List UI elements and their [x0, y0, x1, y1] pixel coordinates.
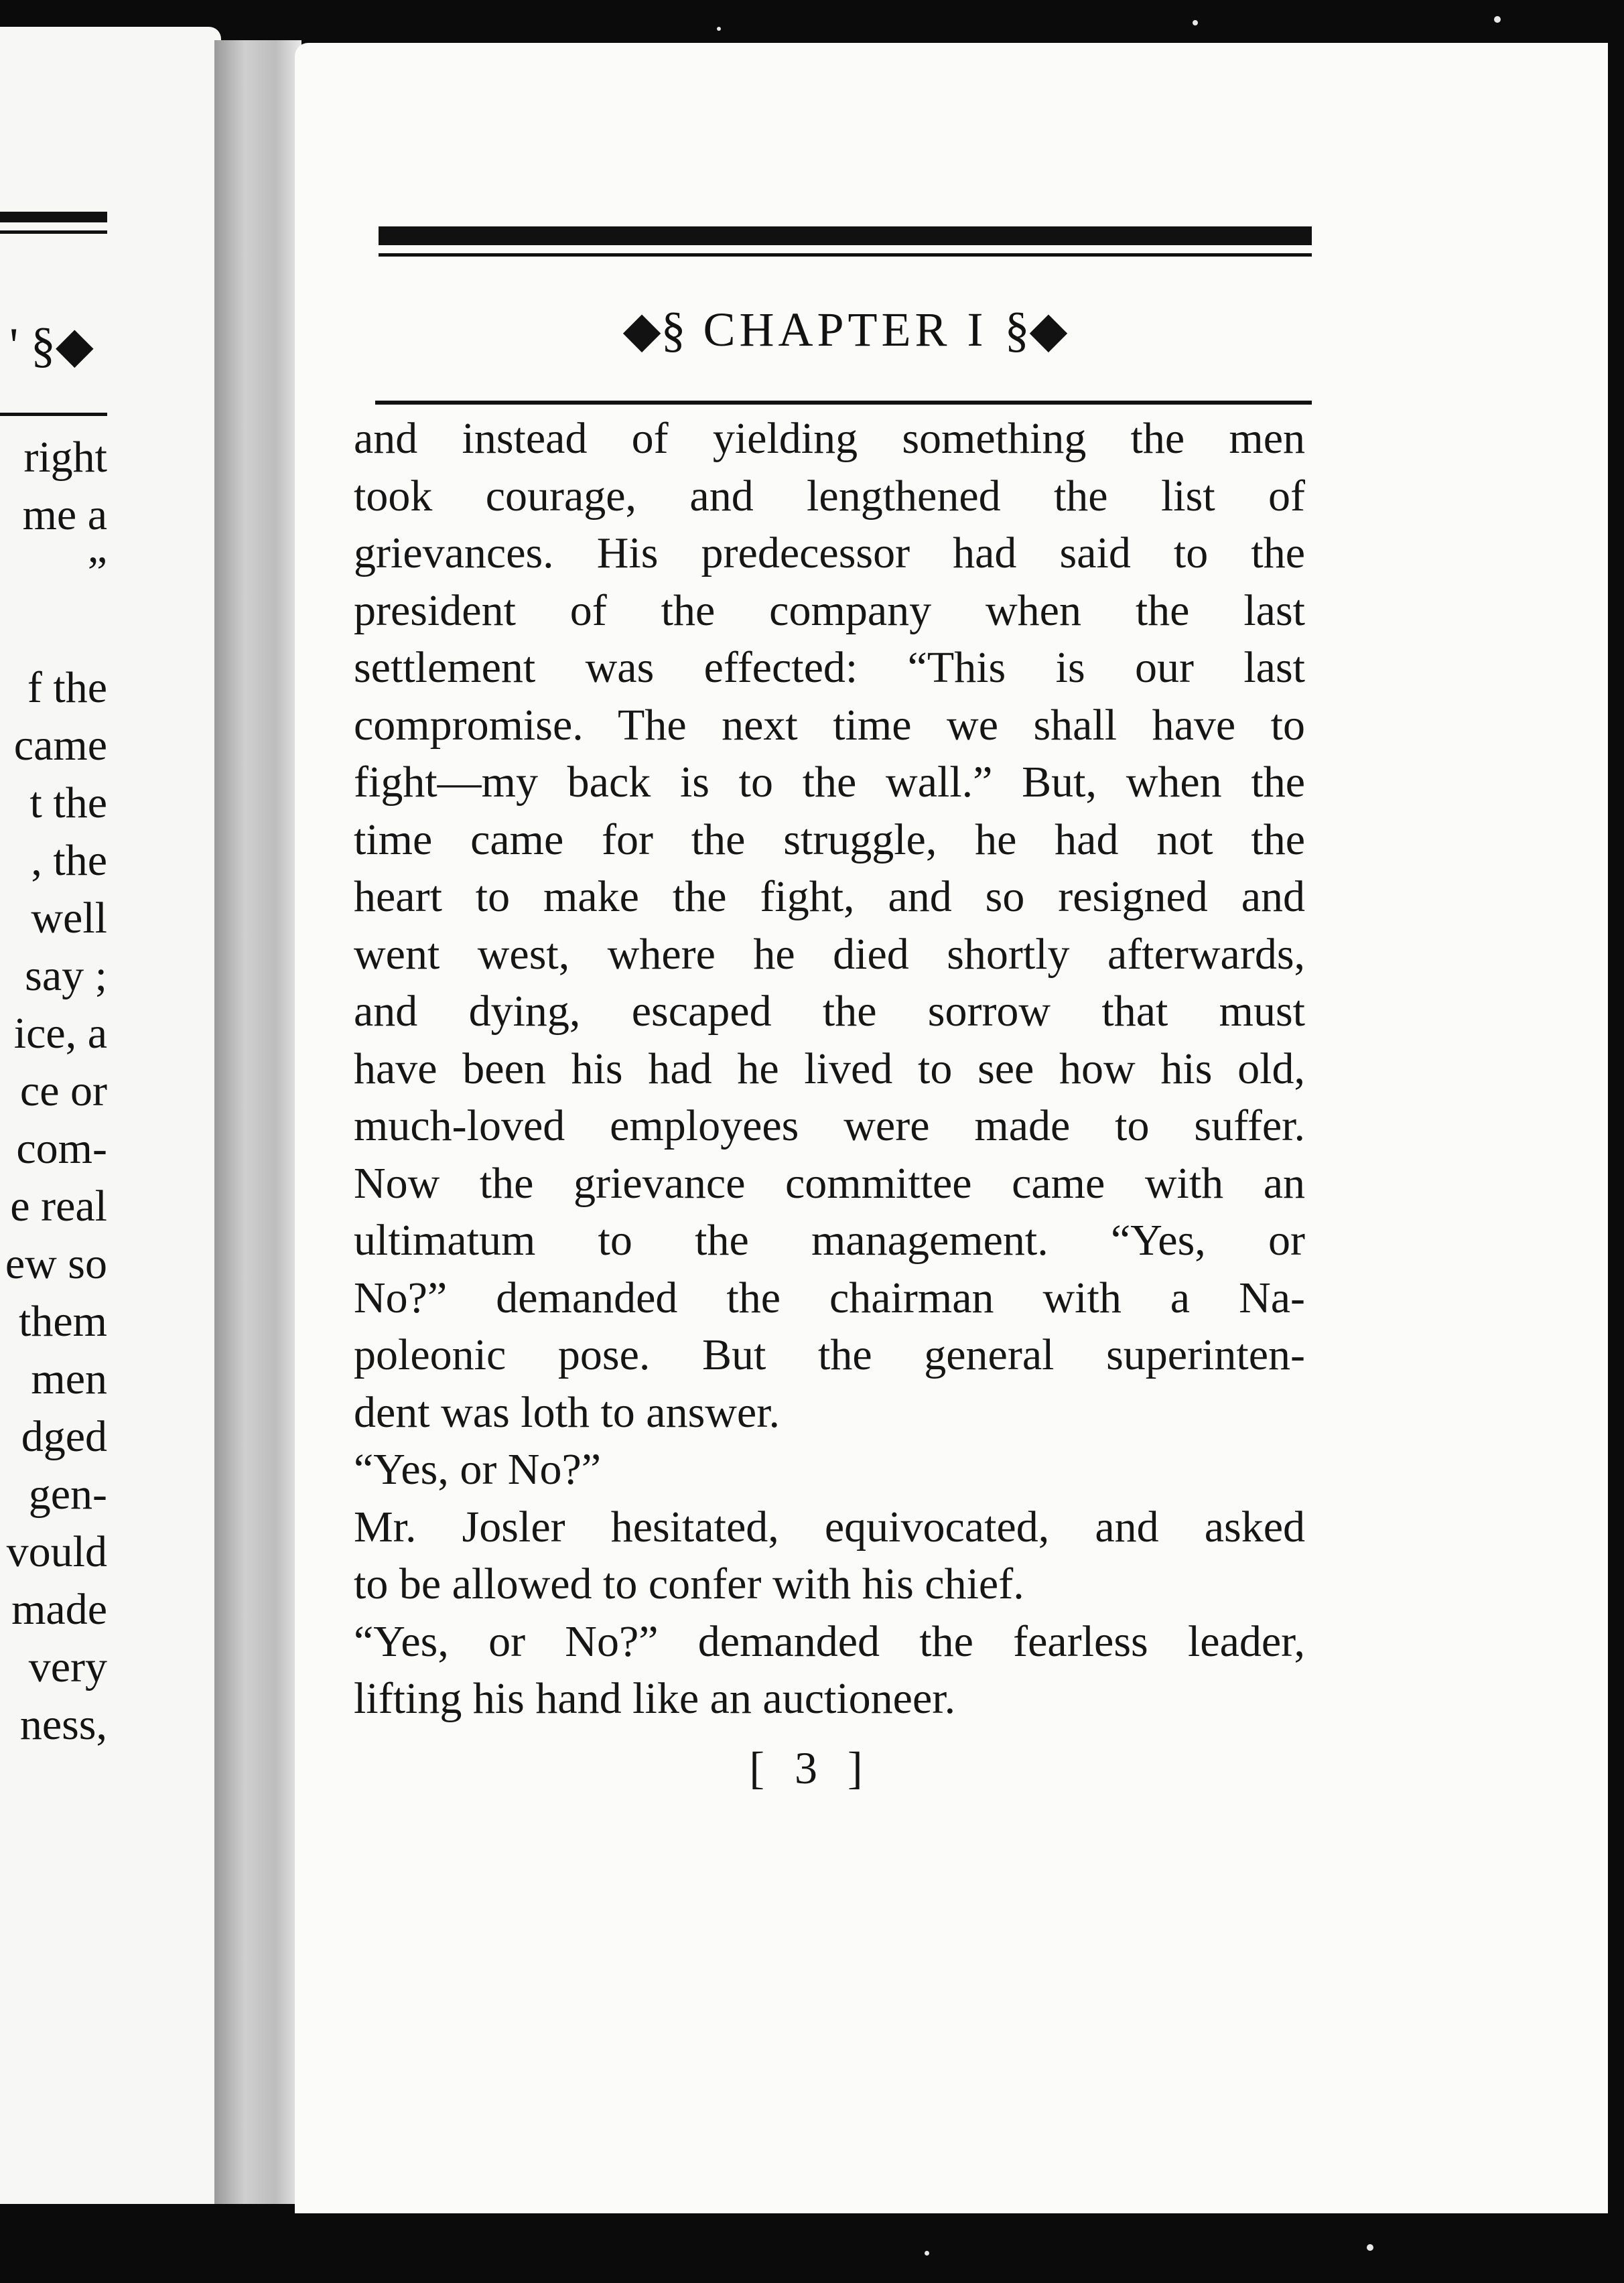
body-line: “Yes, or No?”	[354, 1445, 602, 1494]
left-page-line: them	[19, 1297, 107, 1346]
left-page-line: , the	[31, 836, 107, 885]
body-line: lifting his hand like an auctioneer.	[354, 1674, 956, 1723]
left-page-line: me a	[22, 490, 107, 539]
body-line: dent was loth to answer.	[354, 1387, 781, 1437]
body-line: took courage, and lengthened the list of	[354, 471, 1305, 521]
left-page-line: ice, a	[13, 1009, 107, 1058]
body-line: time came for the struggle, he had not the	[354, 815, 1305, 864]
left-page-line: t the	[29, 778, 107, 827]
body-line: and instead of yielding something the men	[354, 414, 1305, 463]
fleuron-right-icon: §◆	[1004, 302, 1068, 358]
left-page-line: say ;	[25, 951, 107, 1000]
body-line: fight—my back is to the wall.” But, when the	[354, 758, 1305, 807]
left-page-line: well	[31, 894, 107, 943]
left-page-line: made	[11, 1585, 107, 1634]
left-page-line: very	[28, 1643, 107, 1691]
body-line: much-loved employees were made to suffer.	[354, 1101, 1305, 1150]
previous-page	[0, 27, 221, 2204]
page-number: [ 3 ]	[749, 1742, 872, 1793]
left-page-line	[5, 602, 107, 659]
body-line: president of the company when the last	[354, 585, 1305, 635]
scan-speck	[1193, 20, 1198, 25]
scan-speck	[1494, 16, 1501, 23]
body-line: to be allowed to confer with his chief.	[354, 1560, 1024, 1608]
body-line: went west, where he died shortly afterwards,	[354, 929, 1305, 979]
body-text	[354, 410, 1305, 1728]
left-page-line: ness,	[19, 1700, 107, 1749]
chapter-heading	[379, 289, 1312, 370]
body-line: ultimatum to the management. “Yes, or	[354, 1216, 1305, 1265]
header-rule-thin	[379, 253, 1312, 257]
left-page-line: ew so	[5, 1239, 107, 1288]
left-page-line: gen-	[28, 1470, 107, 1519]
left-page-line: right	[23, 433, 107, 482]
body-line: heart to make the fight, and so resigned and	[354, 872, 1305, 921]
body-line: and dying, escaped the sorrow that must	[354, 987, 1305, 1036]
left-page-text	[5, 429, 107, 1754]
body-line: settlement was effected: “This is our last	[354, 643, 1305, 692]
left-chapter-ornament: ' §◆	[9, 318, 94, 373]
scan-speck	[925, 2251, 929, 2256]
heading-rule	[375, 401, 1312, 405]
left-page-line: f the	[27, 663, 107, 712]
left-header-rule-thin	[0, 230, 107, 234]
body-line: Mr. Josler hesitated, equivocated, and asked	[354, 1502, 1305, 1551]
left-heading-rule	[0, 413, 107, 416]
body-line: Now the grievance committee came with an	[354, 1158, 1305, 1208]
body-line: No?” demanded the chairman with a Na-	[354, 1273, 1305, 1322]
fleuron-left-icon: ◆§	[622, 302, 686, 358]
header-rule-thick	[379, 226, 1312, 245]
body-line: compromise. The next time we shall have to	[354, 700, 1305, 750]
body-line: grievances. His predecessor had said to the	[354, 529, 1305, 577]
chapter-title: CHAPTER I	[703, 302, 988, 356]
left-header-rule-thick	[0, 212, 107, 222]
left-page-line: e real	[10, 1182, 107, 1231]
body-line: have been his had he lived to see how his old,	[354, 1044, 1305, 1093]
left-page-line: ce or	[19, 1066, 107, 1115]
body-line: “Yes, or No?” demanded the fearless leader,	[354, 1616, 1305, 1666]
left-page-line: com-	[16, 1124, 107, 1173]
left-page-line: ”	[87, 548, 107, 597]
body-line: poleonic pose. But the general superinten-	[354, 1330, 1305, 1379]
book-gutter	[214, 40, 301, 2204]
left-page-line: vould	[6, 1527, 107, 1576]
left-page-line: dged	[21, 1412, 107, 1461]
left-page-line: men	[31, 1355, 107, 1403]
scan-speck	[717, 27, 721, 31]
left-page-line: came	[13, 721, 107, 770]
scan-speck	[1367, 2244, 1373, 2251]
